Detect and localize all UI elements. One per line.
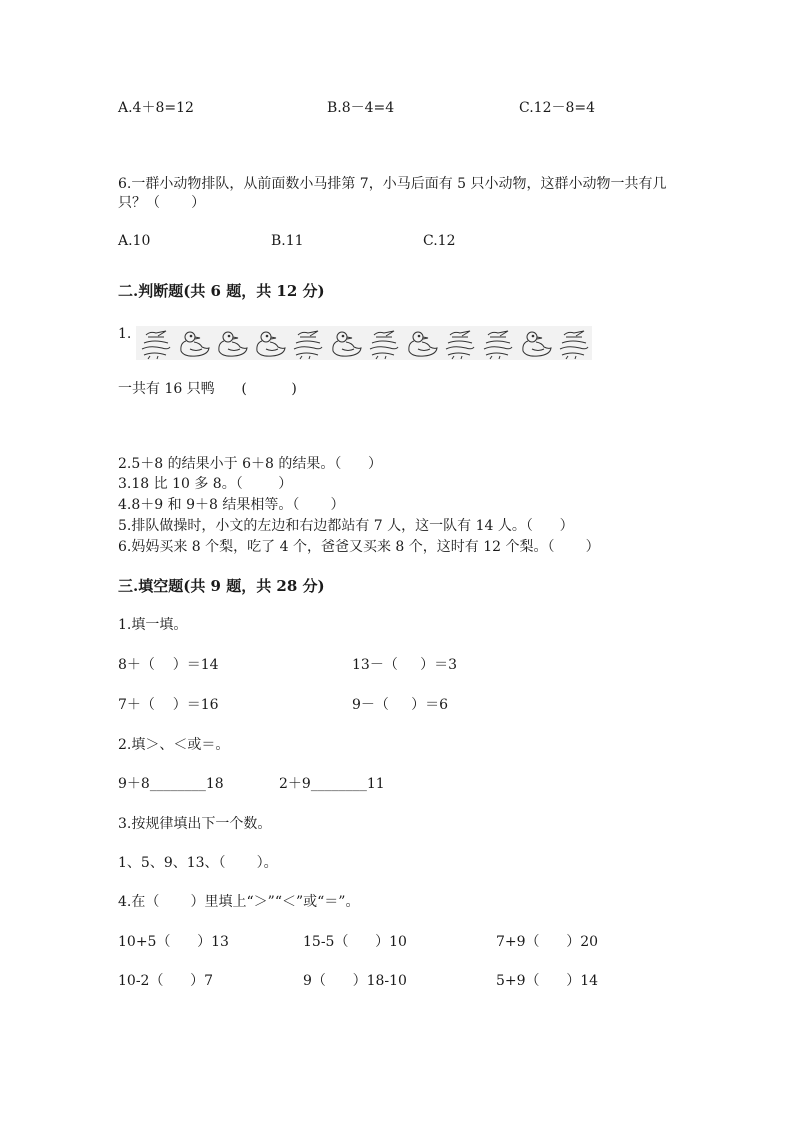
section2-title: 二.判断题(共 6 题，共 12 分) <box>118 282 325 300</box>
s3-q4-r1-b: 15-5（ ）10 <box>303 934 407 950</box>
s3-q1-r2-b: 9－（ ）＝6 <box>352 697 449 713</box>
duck-picture <box>136 326 592 360</box>
q6-option-b: B.11 <box>271 233 304 249</box>
s3-q4-r1-a: 10+5（ ）13 <box>118 934 229 950</box>
s2-q5: 5.排队做操时，小文的左边和右边都站有 7 人，这一队有 14 人。（ ） <box>118 518 574 534</box>
s3-q2-a: 9＋8________18 <box>118 776 224 792</box>
s2-q4: 4.8＋9 和 9＋8 结果相等。（ ） <box>118 497 345 513</box>
s3-q1-r2-a: 7＋（ ）＝16 <box>118 697 219 713</box>
q6-line1: 6.一群小动物排队，从前面数小马排第 7，小马后面有 5 只小动物，这群小动物一共有几 <box>118 176 667 192</box>
section3-title: 三.填空题(共 9 题，共 28 分) <box>118 577 325 595</box>
s3-q2-title: 2.填＞、＜或＝。 <box>118 737 230 753</box>
s3-q1-r1-a: 8＋（ ）＝14 <box>118 657 219 673</box>
q5-option-a: A.4＋8=12 <box>118 100 194 116</box>
s2-q6: 6.妈妈买来 8 个梨，吃了 4 个，爸爸又买来 8 个，这时有 12 个梨。（ ） <box>118 539 600 555</box>
s3-q3-title: 3.按规律填出下一个数。 <box>118 816 272 832</box>
s3-q4-r2-a: 10-2（ ）7 <box>118 973 214 989</box>
s2-q1-number: 1. <box>118 326 132 342</box>
s3-q1-r1-b: 13－（ ）＝3 <box>352 657 457 673</box>
s2-q2: 2.5＋8 的结果小于 6＋8 的结果。（ ） <box>118 456 383 472</box>
s2-q1-text: 一共有 16 只鸭 ( ) <box>118 381 297 397</box>
s3-q3-seq: 1、5、9、13、（ ）。 <box>118 855 278 871</box>
s3-q2-b: 2＋9________11 <box>279 776 385 792</box>
q5-option-b: B.8－4=4 <box>327 100 395 116</box>
s3-q4-title: 4.在（ ）里填上“＞”“＜”或“＝”。 <box>118 894 360 910</box>
q6-option-c: C.12 <box>423 233 456 249</box>
s3-q4-r2-b: 9（ ）18-10 <box>303 973 407 989</box>
s2-q3: 3.18 比 10 多 8。（ ） <box>118 476 293 492</box>
s3-q4-r2-c: 5+9（ ）14 <box>496 973 599 989</box>
q5-option-c: C.12－8=4 <box>519 100 596 116</box>
q6-option-a: A.10 <box>118 233 151 249</box>
q6-line2: 只？（ ） <box>118 195 206 211</box>
s3-q4-r1-c: 7+9（ ）20 <box>496 934 599 950</box>
s3-q1-title: 1.填一填。 <box>118 617 188 633</box>
